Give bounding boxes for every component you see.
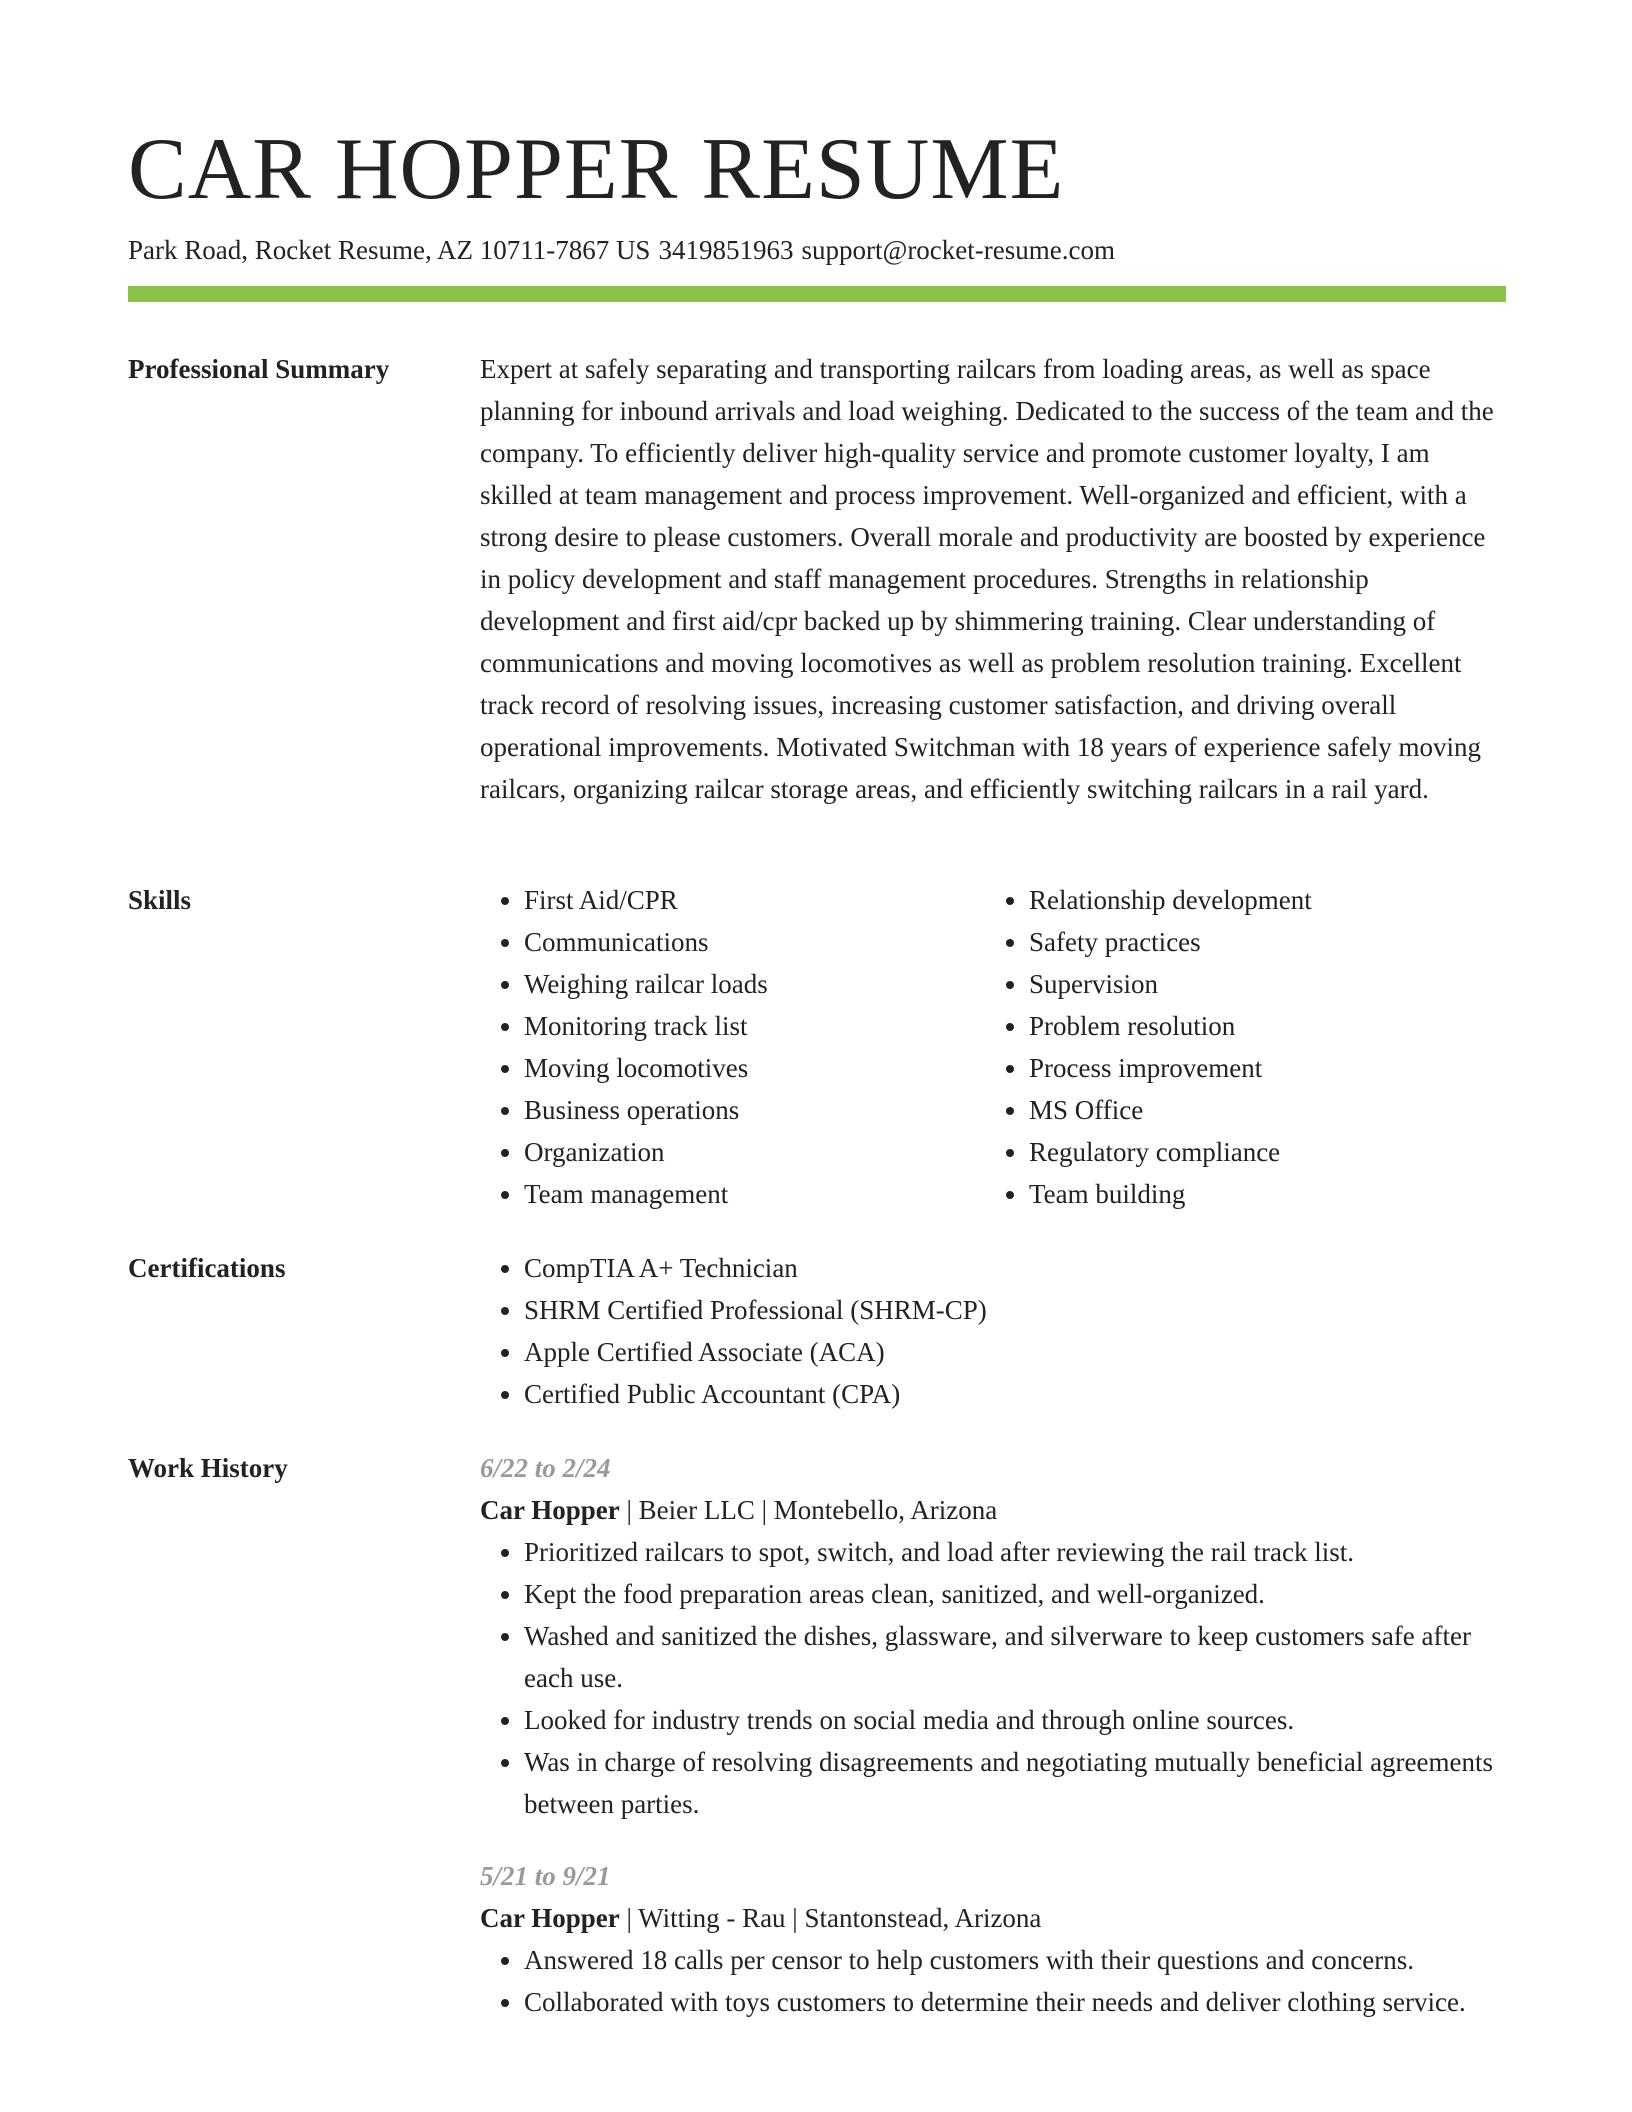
certifications-list: [480, 1247, 1506, 1415]
certification-item: • SHRM Certified Professional (SHRM-CP): [524, 1289, 1506, 1331]
skill-item: • Weighing railcar loads: [524, 963, 985, 1005]
skill-item: • Team management: [524, 1173, 985, 1215]
job-heading: [480, 1897, 1506, 1939]
job-dates: 6/22 to 2/24: [480, 1453, 611, 1483]
summary-section: [480, 348, 1506, 810]
job-entry: [480, 1447, 1506, 1825]
skill-item: • Supervision: [1029, 963, 1490, 1005]
skills-section: [480, 879, 1506, 1215]
job-heading: [480, 1489, 1506, 1531]
contact-email[interactable]: support@rocket-resume.com: [801, 235, 1115, 265]
work-history-section: [480, 1447, 1506, 2023]
job-duty: • Collaborated with toys customers to determine their needs and deliver clothing service.: [524, 1981, 1506, 2023]
certifications-section: [480, 1247, 1506, 1415]
job-duty: • Kept the food preparation areas clean, sanitized, and well-organized.: [524, 1573, 1506, 1615]
certification-item: • Apple Certified Associate (ACA): [524, 1331, 1506, 1373]
job-dates: 5/21 to 9/21: [480, 1861, 611, 1891]
job-duty: • Washed and sanitized the dishes, glassware, and silverware to keep customers safe after each use.: [524, 1615, 1506, 1699]
certifications-heading: Certifications: [128, 1253, 286, 1283]
skill-item: • Process improvement: [1029, 1047, 1490, 1089]
job-entry: [480, 1855, 1506, 2023]
skill-item: • Organization: [524, 1131, 985, 1173]
skill-item: • Team building: [1029, 1173, 1490, 1215]
job-duty: • Prioritized railcars to spot, switch, and load after reviewing the rail track list.: [524, 1531, 1506, 1573]
resume-title: CAR HOPPER RESUME: [128, 121, 1065, 218]
contact-phone: 3419851963: [658, 235, 794, 265]
skill-item: • Moving locomotives: [524, 1047, 985, 1089]
certification-item: • CompTIA A+ Technician: [524, 1247, 1506, 1289]
certification-item: • Certified Public Accountant (CPA): [524, 1373, 1506, 1415]
skill-item: • Relationship development: [1029, 879, 1490, 921]
contact-address: Park Road, Rocket Resume, AZ 10711-7867 US: [128, 235, 651, 265]
job-duties: [480, 1939, 1506, 2023]
contact-line: [128, 230, 1123, 270]
header-divider: [128, 286, 1506, 302]
summary-text: Expert at safely separating and transporting railcars from loading areas, as well as space planning for inbound arrivals and load weighing. Dedicated to the success of the team and the company. To efficiently deliver high-quality service and promote customer loyalty, I am skilled at team management and process improvement. Well-organized and efficient, with a strong desire to please customers. Overall morale and productivity are boosted by experience in policy development and staff management procedures. Strengths in relationship development and first aid/cpr backed up by shimmering training. Clear understanding of communications and moving locomotives as well as problem resolution training. Excellent track record of resolving issues, increasing customer satisfaction, and driving overall operational improvements. Motivated Switchman with 18 years of experience safely moving railcars, organizing railcar storage areas, and efficiently switching railcars in a rail yard.: [480, 354, 1494, 804]
skill-item: • First Aid/CPR: [524, 879, 985, 921]
skills-list-left: [480, 879, 985, 1215]
skill-item: • Safety practices: [1029, 921, 1490, 963]
skill-item: • MS Office: [1029, 1089, 1490, 1131]
job-duties: [480, 1531, 1506, 1825]
skills-heading: Skills: [128, 885, 192, 915]
job-title: Car Hopper: [480, 1495, 620, 1525]
skill-item: • Problem resolution: [1029, 1005, 1490, 1047]
skill-item: • Monitoring track list: [524, 1005, 985, 1047]
job-duty: • Answered 18 calls per censor to help customers with their questions and concerns.: [524, 1939, 1506, 1981]
skill-item: • Regulatory compliance: [1029, 1131, 1490, 1173]
summary-heading: Professional Summary: [128, 354, 390, 384]
skill-item: • Communications: [524, 921, 985, 963]
skills-list-right: [985, 879, 1490, 1215]
job-duty: • Was in charge of resolving disagreements and negotiating mutually beneficial agreements between parties.: [524, 1741, 1506, 1825]
skill-item: • Business operations: [524, 1089, 985, 1131]
job-details: | Witting - Rau | Stantonstead, Arizona: [619, 1903, 1042, 1933]
work-history-heading: Work History: [128, 1453, 288, 1483]
job-title: Car Hopper: [480, 1903, 620, 1933]
job-details: | Beier LLC | Montebello, Arizona: [619, 1495, 998, 1525]
job-duty: • Looked for industry trends on social media and through online sources.: [524, 1699, 1506, 1741]
